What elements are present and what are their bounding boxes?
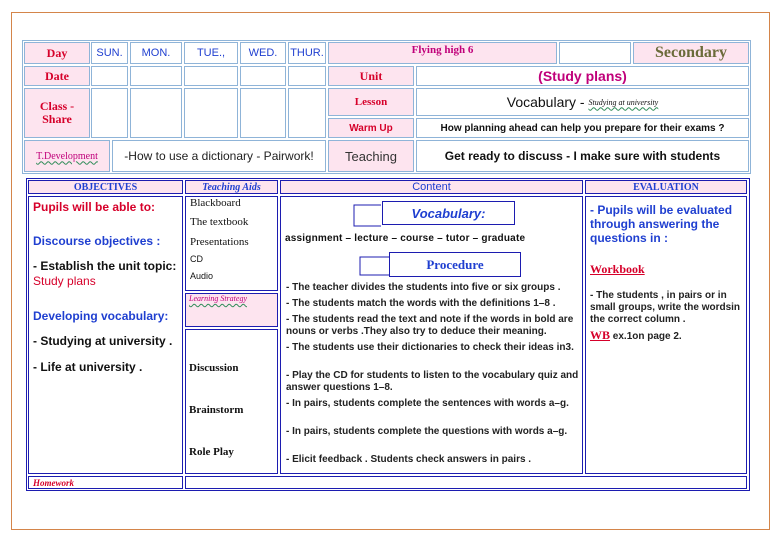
date-wed	[240, 66, 286, 86]
homework-label: Homework	[28, 476, 183, 489]
tdev-label-text: T.Development	[36, 150, 98, 162]
objectives-content	[33, 200, 181, 375]
aids-header: Teaching Aids	[185, 180, 278, 194]
aid-textbook: The textbook	[190, 216, 249, 228]
procedure-step: - Elicit feedback . Students check answers in pairs .	[286, 454, 532, 465]
date-label: Date	[24, 66, 90, 86]
date-sun	[91, 66, 128, 86]
day-tue: TUE.,	[184, 42, 238, 64]
homework-value	[185, 476, 747, 489]
unit-value: (Study plans)	[416, 66, 749, 86]
lesson-label: Lesson	[328, 88, 414, 116]
evaluation-wb-ref: ex.1on page 2.	[610, 331, 682, 342]
tdev-value: -How to use a dictionary - Pairwork!	[112, 140, 326, 172]
lesson-value	[416, 88, 749, 116]
class-tue	[184, 88, 238, 138]
date-tue	[184, 66, 238, 86]
procedure-step: - Play the CD for students to listen to the vocabulary quiz and answer questions 1–8.	[286, 370, 579, 393]
objectives-intro: Pupils will be able to:	[33, 200, 156, 214]
unit-label: Unit	[328, 66, 414, 86]
day-mon: MON.	[130, 42, 182, 64]
evaluation-task: - The students , in pairs or in small groups, write the wordsin the correct column .	[590, 290, 741, 325]
vocab-words: assignment – lecture – course – tutor – graduate	[285, 233, 526, 244]
procedure-step: - In pairs, students complete the sentences with words a–g.	[286, 398, 569, 409]
content-header: Content	[280, 180, 583, 194]
procedure-step: - The students match the words with the definitions 1–8 .	[286, 298, 556, 309]
objective-establish: - Establish the unit topic:	[33, 259, 177, 273]
lesson-value-sub: Studying at university	[588, 97, 659, 107]
procedure-step: - The teacher divides the students into five or six groups .	[286, 282, 561, 293]
procedure-steps	[286, 282, 580, 466]
class-sun	[91, 88, 128, 138]
procedure-step: - The students use their dictionaries to check their ideas in3.	[286, 342, 574, 353]
objective-topic: Study plans	[33, 274, 96, 288]
day-thur: THUR.	[288, 42, 326, 64]
blank-cell	[559, 42, 631, 64]
evaluation-wb-label: WB	[590, 328, 611, 342]
procedure-title: Procedure	[389, 252, 521, 277]
objectives-header: OBJECTIVES	[28, 180, 183, 194]
discourse-heading: Discourse objectives :	[33, 234, 161, 248]
objective-item-1: - Studying at university .	[33, 334, 173, 348]
warmup-label: Warm Up	[328, 118, 414, 138]
evaluation-content	[590, 203, 744, 343]
book-title: Flying high 6	[328, 42, 557, 64]
vocab-title: Vocabulary:	[382, 201, 515, 225]
strategy-roleplay: Role Play	[189, 446, 234, 458]
strategy-discussion: Discussion	[189, 362, 239, 374]
tdev-label	[24, 140, 110, 172]
strategy-header	[185, 293, 278, 327]
procedure-bracket-icon	[358, 254, 390, 278]
teaching-label: Teaching	[328, 140, 414, 172]
evaluation-workbook: Workbook	[590, 262, 645, 276]
class-thur	[288, 88, 326, 138]
aid-presentations: Presentations	[190, 236, 249, 248]
aid-audio: Audio	[190, 271, 214, 281]
class-mon	[130, 88, 182, 138]
warmup-value: How planning ahead can help you prepare for their exams ?	[416, 118, 749, 138]
vocab-bracket-icon	[352, 200, 382, 230]
aids-list	[190, 197, 276, 281]
day-sun: SUN.	[91, 42, 128, 64]
level-label: Secondary	[633, 42, 749, 64]
evaluation-wb-line	[590, 328, 744, 343]
date-mon	[130, 66, 182, 86]
procedure-step: - The students read the text and note if the words in bold are nouns or verbs .They also try to deduce their meaning.	[286, 314, 574, 337]
lesson-value-main: Vocabulary -	[506, 94, 589, 110]
day-label: Day	[24, 42, 90, 64]
class-label: Class - Share	[24, 88, 90, 138]
strategy-header-text: Learning Strategy	[189, 294, 247, 303]
evaluation-intro: - Pupils will be evaluated through answering the questions in :	[590, 203, 733, 245]
aid-cd: CD	[190, 254, 203, 264]
procedure-step: - In pairs, students complete the questions with words a–g.	[286, 426, 568, 437]
objective-item-2: - Life at university .	[33, 360, 143, 374]
class-wed	[240, 88, 286, 138]
date-thur	[288, 66, 326, 86]
evaluation-header: EVALUATION	[585, 180, 747, 194]
aid-blackboard: Blackboard	[190, 197, 241, 209]
strategy-brainstorm: Brainstorm	[189, 404, 244, 416]
vocab-heading: Developing vocabulary:	[33, 309, 169, 323]
teaching-value: Get ready to discuss - I make sure with students	[416, 140, 749, 172]
day-wed: WED.	[240, 42, 286, 64]
